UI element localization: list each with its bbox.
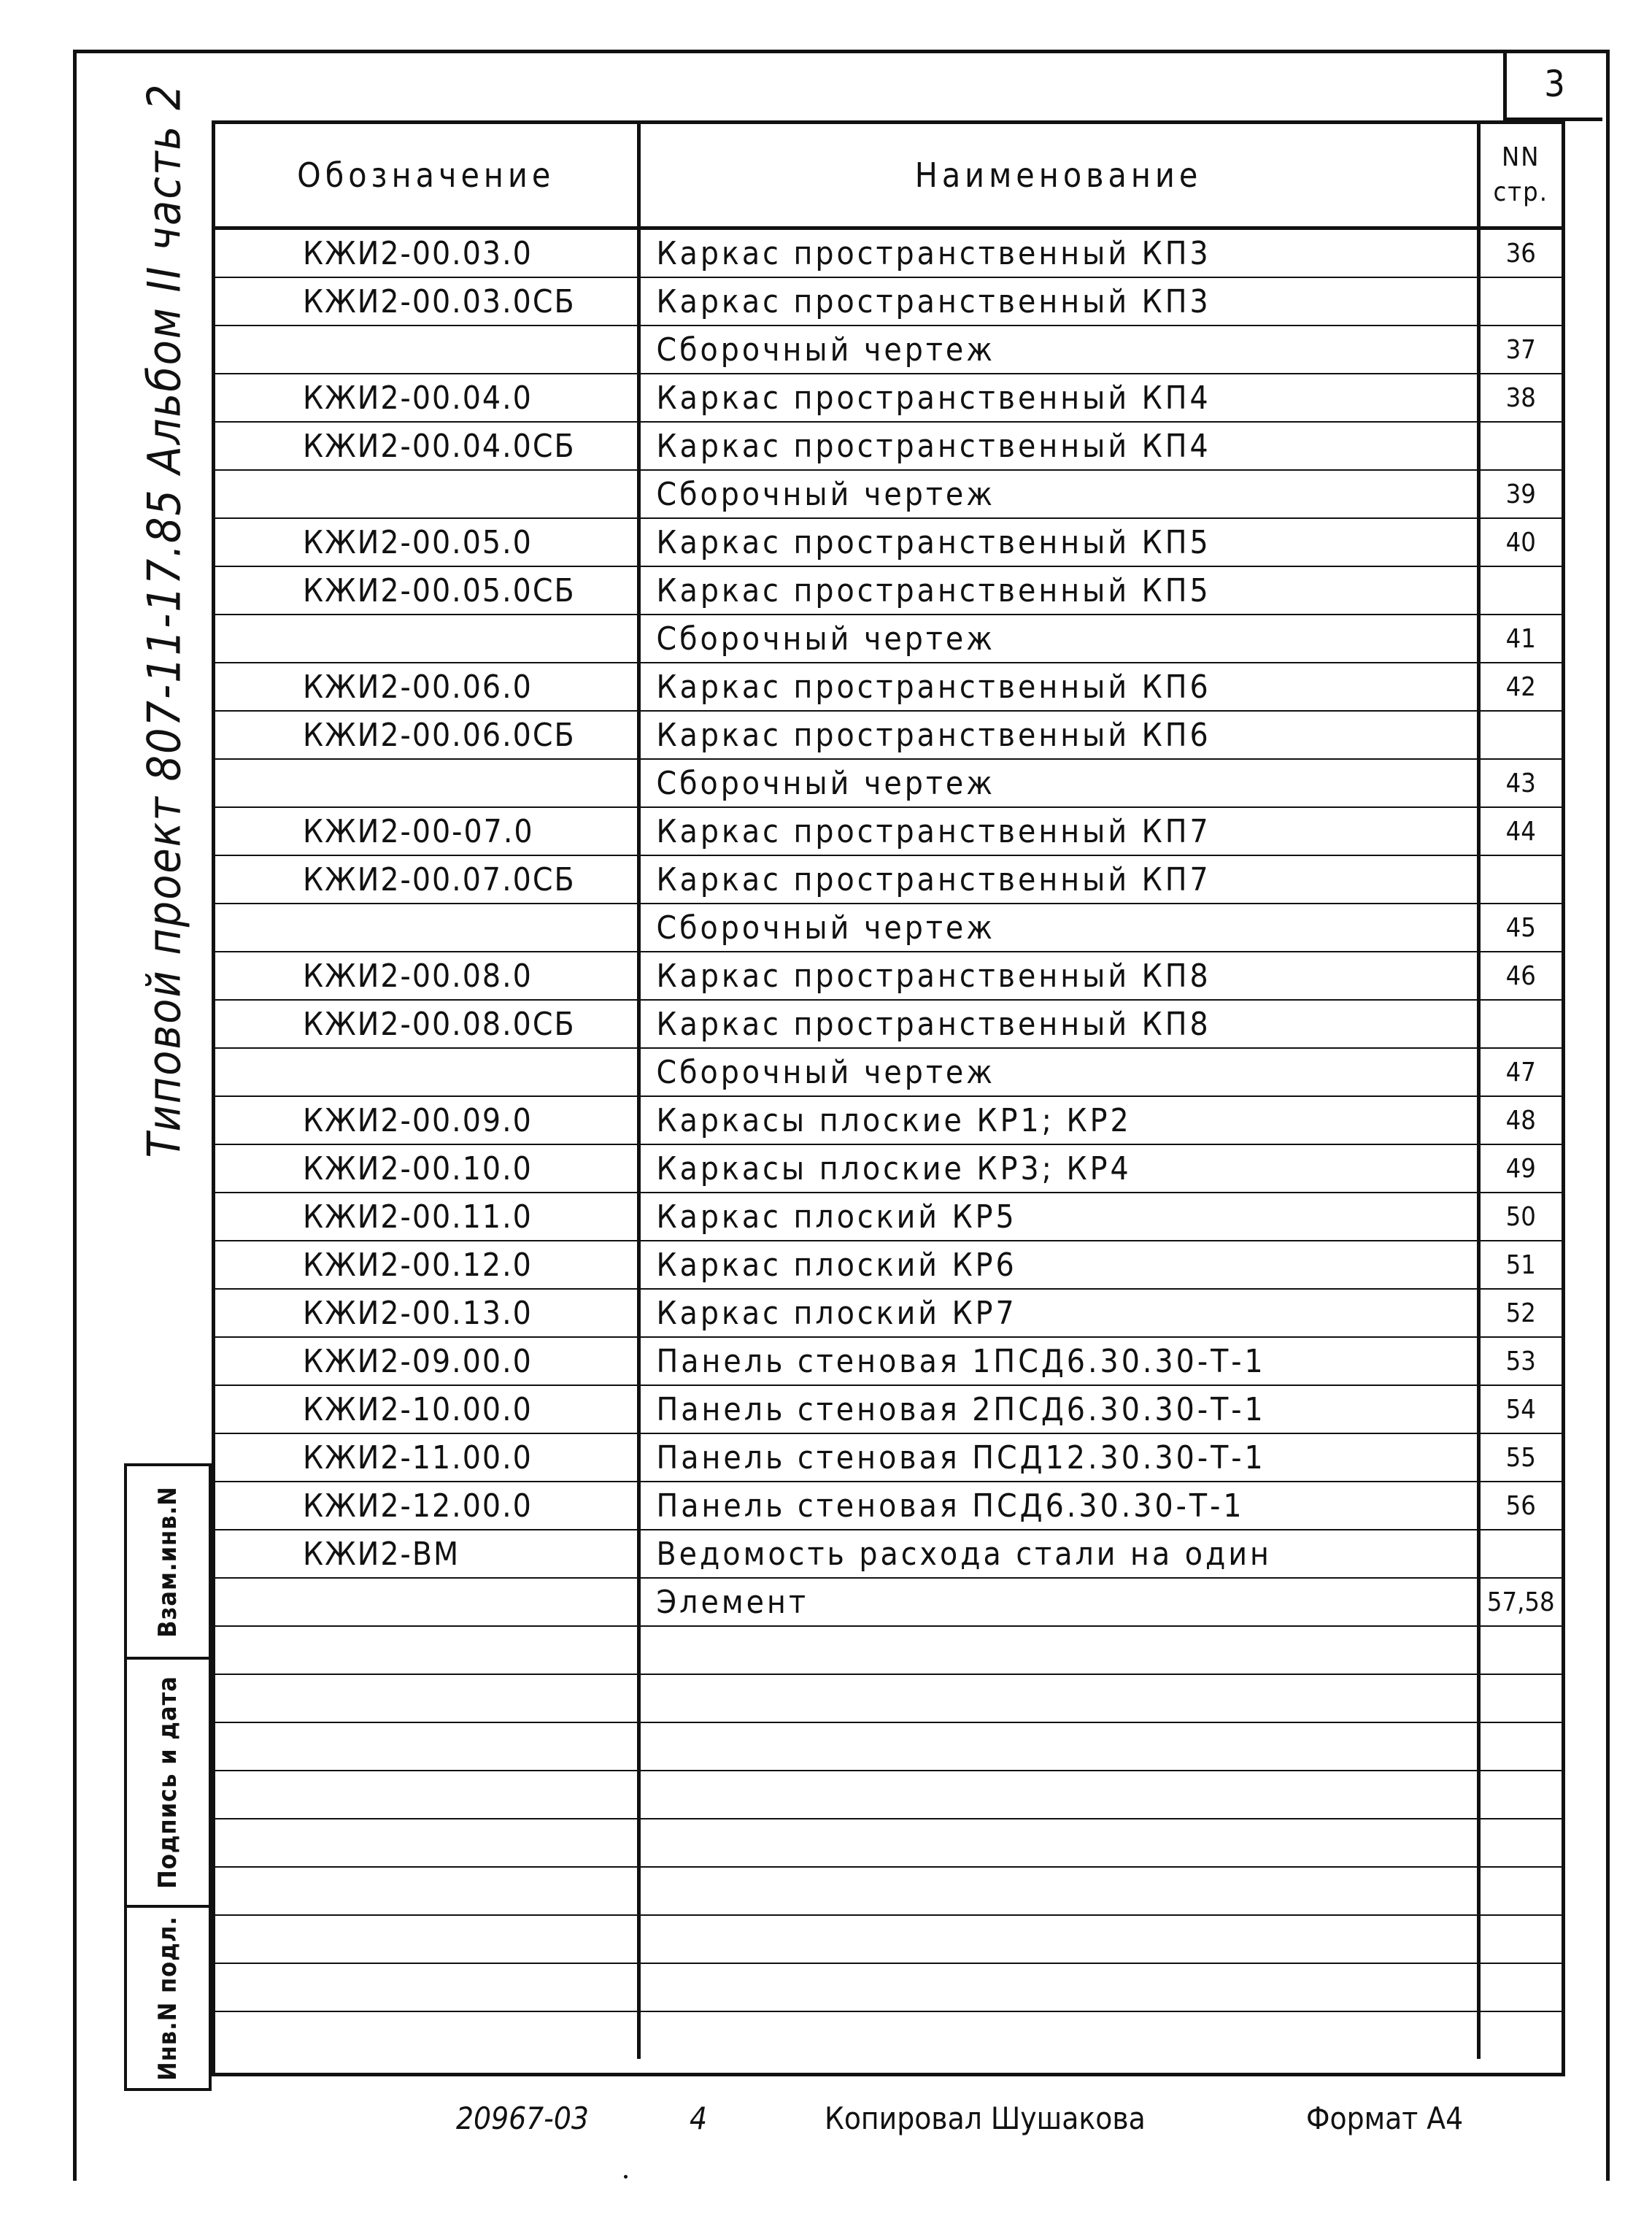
table-row [215, 855, 1562, 904]
row-page: 36 [1478, 228, 1562, 278]
row-code [215, 326, 638, 374]
row-page [1478, 1915, 1562, 1963]
row-name: Каркас пространственный КП5 [638, 566, 1478, 615]
row-code [215, 759, 638, 807]
table-row [215, 759, 1562, 807]
row-name: Сборочный чертеж [638, 326, 1478, 374]
table-row [215, 1771, 1562, 1819]
table-row [215, 470, 1562, 518]
table-row [215, 1915, 1562, 1963]
table-row [215, 374, 1562, 422]
row-page: 49 [1478, 1144, 1562, 1193]
row-name: Каркас плоский КР6 [638, 1241, 1478, 1289]
row-code [215, 1867, 638, 1915]
side-title [128, 82, 201, 1158]
row-code [215, 1915, 638, 1963]
row-page: 46 [1478, 952, 1562, 1000]
row-page: 37 [1478, 326, 1562, 374]
row-code: КЖИ2-00.10.0 [215, 1144, 638, 1193]
row-code: КЖИ2-12.00.0 [215, 1482, 638, 1530]
stamp-cell-original [127, 1908, 209, 2088]
row-page: 52 [1478, 1289, 1562, 1337]
row-name: Каркас плоский КР5 [638, 1193, 1478, 1241]
table-row [215, 1674, 1562, 1722]
row-name: Каркас плоский КР7 [638, 1289, 1478, 1337]
row-page [1478, 711, 1562, 759]
row-page: 57,58 [1478, 1578, 1562, 1626]
row-name: Панель стеновая ПСД12.30.30-Т-1 [638, 1433, 1478, 1482]
row-name [638, 1722, 1478, 1771]
row-code [215, 470, 638, 518]
row-name [638, 1867, 1478, 1915]
row-name: Ведомость расхода стали на один [638, 1530, 1478, 1578]
approval-stamp [124, 1463, 212, 2091]
table-row [215, 518, 1562, 566]
table-row [215, 326, 1562, 374]
stamp-label: Инв.N подл. [153, 1915, 182, 2081]
table-row [215, 1048, 1562, 1096]
table-row [215, 1337, 1562, 1385]
table-row [215, 1433, 1562, 1482]
table-row [215, 1193, 1562, 1241]
row-name: Каркас пространственный КП4 [638, 374, 1478, 422]
row-name [638, 2011, 1478, 2059]
table-row [215, 1626, 1562, 1674]
row-page [1478, 1867, 1562, 1915]
row-name: Каркас пространственный КП7 [638, 855, 1478, 904]
row-page [1478, 1674, 1562, 1722]
table-row [215, 1722, 1562, 1771]
row-name: Сборочный чертеж [638, 759, 1478, 807]
row-code: КЖИ2-00.13.0 [215, 1289, 638, 1337]
row-name: Каркас пространственный КП7 [638, 807, 1478, 855]
row-page [1478, 566, 1562, 615]
header-pages-line2: стр. [1493, 177, 1549, 207]
row-name [638, 1674, 1478, 1722]
row-page [1478, 1819, 1562, 1867]
row-page: 53 [1478, 1337, 1562, 1385]
row-page: 41 [1478, 615, 1562, 663]
table-row [215, 1241, 1562, 1289]
row-name: Панель стеновая 2ПСД6.30.30-Т-1 [638, 1385, 1478, 1433]
row-page [1478, 1771, 1562, 1819]
header-pages-line1: NN [1502, 142, 1540, 172]
row-page: 51 [1478, 1241, 1562, 1289]
page-number: 3 [1544, 62, 1565, 105]
contents-table [215, 124, 1562, 2059]
row-page [1478, 1722, 1562, 1771]
row-page: 40 [1478, 518, 1562, 566]
table-header-row [215, 124, 1562, 228]
stamp-label: Подпись и дата [153, 1676, 182, 1889]
table-row [215, 807, 1562, 855]
row-name [638, 1819, 1478, 1867]
row-page: 48 [1478, 1096, 1562, 1144]
row-code: КЖИ2-00.12.0 [215, 1241, 638, 1289]
row-name: Каркас пространственный КП3 [638, 277, 1478, 326]
row-page: 38 [1478, 374, 1562, 422]
row-name: Каркас пространственный КП8 [638, 1000, 1478, 1048]
table-row [215, 615, 1562, 663]
row-code [215, 1048, 638, 1096]
sheet-number: 4 [690, 2100, 708, 2136]
row-page: 47 [1478, 1048, 1562, 1096]
row-page [1478, 2011, 1562, 2059]
row-code: КЖИ2-00.03.0 [215, 228, 638, 278]
row-name [638, 1963, 1478, 2011]
row-code [215, 904, 638, 952]
row-code: КЖИ2-00.08.0 [215, 952, 638, 1000]
row-code [215, 1626, 638, 1674]
row-page: 42 [1478, 663, 1562, 711]
row-page: 56 [1478, 1482, 1562, 1530]
row-page [1478, 277, 1562, 326]
table-row [215, 1963, 1562, 2011]
table-row [215, 1144, 1562, 1193]
table-row [215, 277, 1562, 326]
row-code: КЖИ2-00-07.0 [215, 807, 638, 855]
row-name: Каркасы плоские КР3; КР4 [638, 1144, 1478, 1193]
table-row [215, 711, 1562, 759]
row-name [638, 1771, 1478, 1819]
row-page: 44 [1478, 807, 1562, 855]
row-code: КЖИ2-10.00.0 [215, 1385, 638, 1433]
contents-table-wrap [212, 120, 1565, 2076]
row-code [215, 1722, 638, 1771]
row-name: Каркас пространственный КП6 [638, 663, 1478, 711]
row-name: Элемент [638, 1578, 1478, 1626]
stamp-cell-signature [127, 1660, 209, 1908]
row-code: КЖИ2-11.00.0 [215, 1433, 638, 1482]
table-row [215, 1867, 1562, 1915]
row-code: КЖИ2-00.05.0 [215, 518, 638, 566]
row-code: КЖИ2-00.06.0СБ [215, 711, 638, 759]
side-title-text: Типовой проект 807-11-17.85 Альбом II часть 2 [137, 82, 191, 1158]
table-row [215, 904, 1562, 952]
row-code: КЖИ2-00.06.0 [215, 663, 638, 711]
row-name: Панель стеновая ПСД6.30.30-Т-1 [638, 1482, 1478, 1530]
row-code: КЖИ2-00.08.0СБ [215, 1000, 638, 1048]
row-page: 43 [1478, 759, 1562, 807]
table-row [215, 228, 1562, 278]
row-code: КЖИ2-00.04.0 [215, 374, 638, 422]
dot-mark [624, 2175, 628, 2179]
table-row [215, 1578, 1562, 1626]
header-pages [1478, 124, 1562, 228]
format-label: Формат А4 [1306, 2100, 1464, 2136]
header-designation: Обозначение [215, 124, 638, 228]
row-name [638, 1626, 1478, 1674]
row-page [1478, 1530, 1562, 1578]
row-code: КЖИ2-00.03.0СБ [215, 277, 638, 326]
row-code: КЖИ2-09.00.0 [215, 1337, 638, 1385]
table-row [215, 1482, 1562, 1530]
row-page: 50 [1478, 1193, 1562, 1241]
row-name: Каркас пространственный КП3 [638, 228, 1478, 278]
row-name: Панель стеновая 1ПСД6.30.30-Т-1 [638, 1337, 1478, 1385]
table-row [215, 2011, 1562, 2059]
row-code: КЖИ2-ВМ [215, 1530, 638, 1578]
row-name: Каркас пространственный КП5 [638, 518, 1478, 566]
row-code [215, 1771, 638, 1819]
row-code: КЖИ2-00.07.0СБ [215, 855, 638, 904]
table-row [215, 1819, 1562, 1867]
row-code [215, 1578, 638, 1626]
row-page: 55 [1478, 1433, 1562, 1482]
row-code: КЖИ2-00.04.0СБ [215, 422, 638, 470]
row-page [1478, 855, 1562, 904]
archive-number: 20967-03 [456, 2100, 589, 2136]
row-page: 39 [1478, 470, 1562, 518]
row-code: КЖИ2-00.11.0 [215, 1193, 638, 1241]
table-row [215, 952, 1562, 1000]
row-code: КЖИ2-00.05.0СБ [215, 566, 638, 615]
table-row [215, 422, 1562, 470]
row-code [215, 615, 638, 663]
stamp-cell-replacement [127, 1466, 209, 1660]
row-page: 54 [1478, 1385, 1562, 1433]
row-name: Каркас пространственный КП4 [638, 422, 1478, 470]
table-row [215, 1385, 1562, 1433]
row-name: Сборочный чертеж [638, 1048, 1478, 1096]
row-code [215, 2011, 638, 2059]
row-name: Каркас пространственный КП6 [638, 711, 1478, 759]
row-name: Каркасы плоские КР1; КР2 [638, 1096, 1478, 1144]
row-page [1478, 1626, 1562, 1674]
row-code [215, 1819, 638, 1867]
row-name: Каркас пространственный КП8 [638, 952, 1478, 1000]
table-row [215, 1000, 1562, 1048]
table-row [215, 663, 1562, 711]
row-page: 45 [1478, 904, 1562, 952]
row-name [638, 1915, 1478, 1963]
header-name: Наименование [638, 124, 1478, 228]
stamp-label: Взам.инв.N [153, 1485, 182, 1638]
row-name: Сборочный чертеж [638, 470, 1478, 518]
row-code [215, 1963, 638, 2011]
footer [0, 2100, 1652, 2144]
row-code [215, 1674, 638, 1722]
copied-by: Копировал Шушакова [825, 2100, 1146, 2136]
table-row [215, 1530, 1562, 1578]
table-row [215, 566, 1562, 615]
table-row [215, 1096, 1562, 1144]
table-body [215, 228, 1562, 2060]
row-name: Сборочный чертеж [638, 904, 1478, 952]
row-page [1478, 422, 1562, 470]
row-name: Сборочный чертеж [638, 615, 1478, 663]
row-page [1478, 1000, 1562, 1048]
table-row [215, 1289, 1562, 1337]
page-number-box [1503, 50, 1602, 121]
row-code: КЖИ2-00.09.0 [215, 1096, 638, 1144]
row-page [1478, 1963, 1562, 2011]
